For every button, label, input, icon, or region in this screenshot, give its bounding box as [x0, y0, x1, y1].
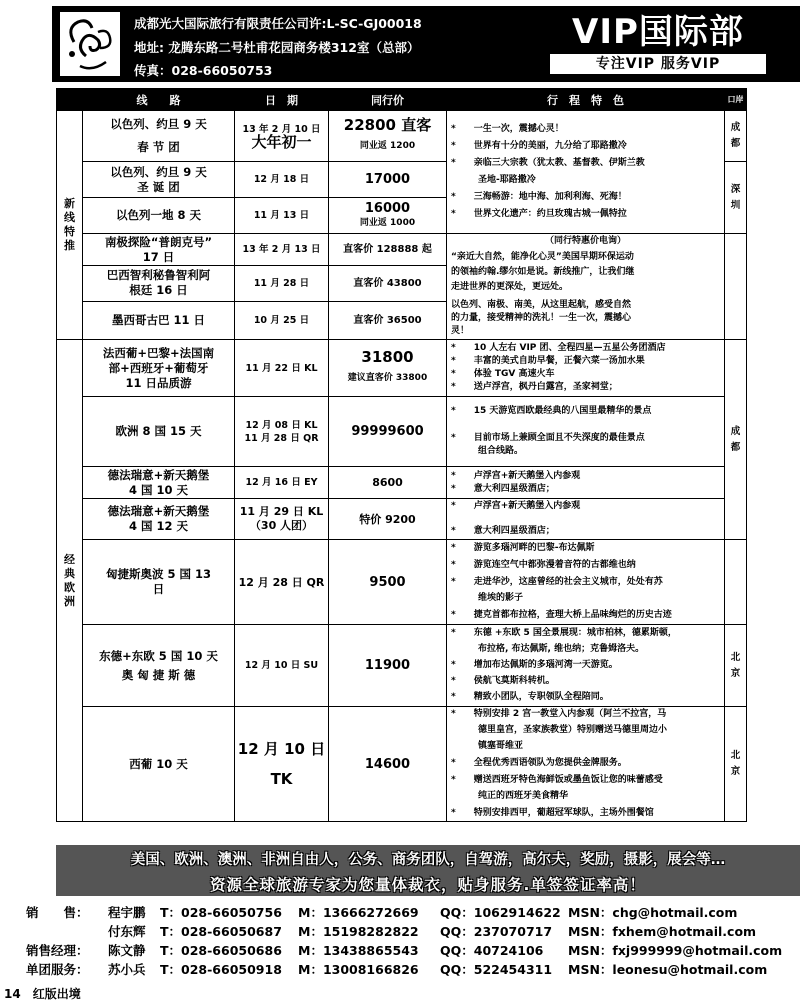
- route-cell: 德法瑞意+新天鹅堡 4 国 12 天: [83, 499, 235, 540]
- header-features: 行 程 特 色: [447, 89, 725, 111]
- company-address: 地址: 龙腾东路二号杜甫花园商务楼312室（总部）: [134, 40, 420, 55]
- price-cell: 99999600: [329, 397, 447, 467]
- route-cell: 欧洲 8 国 15 天: [83, 397, 235, 467]
- contact-tel: T：028-66050686: [160, 943, 282, 958]
- date-cell: 11 月 29 日 KL （30 人团）: [235, 499, 329, 540]
- company-fax: 传真：028-66050753: [134, 63, 273, 78]
- route-cell: 以色列、约旦 9 天 圣 诞 团: [83, 162, 235, 198]
- price-cell: 9500: [329, 540, 447, 625]
- company-logo-icon: [60, 12, 120, 76]
- date-cell: 10 月 25 日: [235, 301, 329, 339]
- price-cell: 17000: [329, 162, 447, 198]
- contact-qq: QQ：1062914622: [440, 905, 561, 920]
- contact-msn[interactable]: MSN：chg@hotmail.com: [568, 905, 738, 920]
- route-cell: 德法瑞意+新天鹅堡 4 国 10 天: [83, 467, 235, 499]
- route-cell: 东德+东欧 5 国 10 天 奥 匈 捷 斯 德: [83, 625, 235, 707]
- section-label-new: 新线特推: [57, 111, 83, 340]
- price-cell: 直客价 43800: [329, 266, 447, 301]
- contact-name: 程宇鹏: [108, 905, 146, 920]
- banner-slogan: 资源全球旅游专家为您量体裁衣，贴身服务.单签签证率高！: [210, 876, 646, 894]
- route-cell: 巴西智利秘鲁智利阿 根廷 16 日: [83, 266, 235, 301]
- header-route: 线 路: [83, 89, 235, 111]
- port-cell: 成 都: [725, 111, 747, 162]
- date-cell: 12 月 10 日 SU: [235, 625, 329, 707]
- table-row: [57, 540, 747, 625]
- contact-mobile: M：15198282822: [298, 924, 419, 939]
- price-cell: 直客价 36500: [329, 301, 447, 339]
- date-cell: 11 月 22 日 KL: [235, 340, 329, 397]
- date-cell: 12 月 08 日 KL 11 月 28 日 QR: [235, 397, 329, 467]
- features-cell: * 卢浮宫+新天鹅堡入内参观 * 意大利四星级酒店；: [447, 499, 725, 540]
- route-cell: 南极探险“普朗克号” 17 日: [83, 234, 235, 266]
- route-cell: 西葡 10 天: [83, 707, 235, 822]
- features-cell: * 15 天游览西欧最经典的八国里最精华的景点 * 目前市场上兼顾全面且不失深度的最佳景点 组合线路。: [447, 397, 725, 467]
- date-cell: 12 月 16 日 EY: [235, 467, 329, 499]
- table-row: [57, 707, 747, 822]
- date-cell: 11 月 13 日: [235, 198, 329, 234]
- contact-mobile: M：13666272669: [298, 905, 419, 920]
- price-cell: 特价 9200: [329, 499, 447, 540]
- table-row: [57, 467, 747, 499]
- contact-name: 陈文静: [108, 943, 146, 958]
- contact-qq: QQ：522454311: [440, 962, 553, 977]
- vip-slogan: 专注VIP 服务VIP: [550, 54, 766, 74]
- date-cell: 12 月 10 日 TK: [235, 707, 329, 822]
- price-cell: 22800 直客 同业返 1200: [329, 111, 447, 162]
- banner-services: 美国、欧洲、澳洲、非洲自由人，公务、商务团队，自驾游，高尔夫，奖励，摄影，展会等…: [130, 852, 726, 868]
- header: [52, 6, 800, 82]
- price-cell: 8600: [329, 467, 447, 499]
- header-cell: [57, 89, 83, 111]
- contact-tel: T：028-66050687: [160, 924, 282, 939]
- route-cell: 以色列、约旦 9 天 春 节 团: [83, 111, 235, 162]
- features-cell: * 游览多瑙河畔的巴黎-布达佩斯 * 游览连空气中都弥漫着音符的古都维也纳 * 走进华沙，这座曾经的社会主义城市，处处有苏 维埃的影子 * 捷克首都布拉格，查理大桥上品味绚烂的历史古迹: [447, 540, 725, 625]
- table-row: [57, 397, 747, 467]
- port-cell: 北 京: [725, 625, 747, 707]
- port-cell: 北 京: [725, 707, 747, 822]
- contact-qq: QQ：237070717: [440, 924, 553, 939]
- contact-role: 销售经理：: [26, 943, 89, 958]
- price-cell: 14600: [329, 707, 447, 822]
- route-cell: 以色列一地 8 天: [83, 198, 235, 234]
- table-header: [57, 89, 747, 111]
- contact-role: 销 售：: [26, 905, 89, 920]
- date-cell: 12 月 18 日: [235, 162, 329, 198]
- header-port: 口岸: [725, 89, 747, 111]
- features-cell: * 东德 +东欧 5 国全景展现：城市柏林，德累斯顿， 布拉格, 布达佩斯, 维也纳；克鲁姆洛夫。 * 增加布达佩斯的多瑙河湾一天游览。 * 侯航飞莫斯科转机。 * 精致小团队，专职领队全程陪同。: [447, 625, 725, 707]
- features-cell: * 特别安排 2 宫一教堂入内参观（阿兰不拉宫，马 德里皇宫，圣家族教堂）特别赠送马德里周边小 镇塞哥维亚 * 全程优秀西语领队为您提供金牌服务。 * 赠送西班牙特色海鲜饭或墨鱼饭让您的味蕾感受 纯正的西班牙美食精华 * 特别安排西甲，葡超冠军球队，主场外围餐馆: [447, 707, 725, 822]
- date-cell: 13 年 2 月 13 日: [235, 234, 329, 266]
- contact-msn[interactable]: MSN：fxj999999@hotmail.com: [568, 943, 783, 958]
- port-cell: [725, 540, 747, 625]
- contact-tel: T：028-66050918: [160, 962, 282, 977]
- features-cell: （同行特惠价电询） “亲近大自然，能净化心灵”美国早期环保运动 的领袖约翰.缪尔如是说。新线推广，让我们继 走进世界的更深处，更远处。 以色列、南极、南美，从这里起航，感受自然 的力量，接受精神的洗礼！一生一次，震撼心 灵！: [447, 234, 725, 340]
- route-cell: 匈捷斯奥波 5 国 13 日: [83, 540, 235, 625]
- section-label-europe: 经典欧洲: [57, 340, 83, 822]
- company-name: 成都光大国际旅行有限责任公司许:L-SC-GJ00018: [134, 16, 422, 31]
- price-cell: 直客价 128888 起: [329, 234, 447, 266]
- contact-name: 付东辉: [108, 924, 146, 939]
- date-cell: 12 月 28 日 QR: [235, 540, 329, 625]
- port-cell: 深 圳: [725, 162, 747, 234]
- table-row: [57, 625, 747, 707]
- date-cell: 13 年 2 月 10 日 大年初一: [235, 111, 329, 162]
- contact-name: 苏小兵: [108, 962, 146, 977]
- price-cell: 31800 建议直客价 33800: [329, 340, 447, 397]
- features-cell: * 10 人左右 VIP 团、全程四星—五星公务团酒店 * 丰富的美式自助早餐，正餐六菜一汤加水果 * 体验 TGV 高速火车 * 送卢浮宫，枫丹白露宫，圣家祠堂；: [447, 340, 725, 397]
- contact-mobile: M：13438865543: [298, 943, 419, 958]
- contact-mobile: M：13008166826: [298, 962, 419, 977]
- contact-tel: T：028-66050756: [160, 905, 282, 920]
- date-cell: 11 月 28 日: [235, 266, 329, 301]
- header-price: 同行价: [329, 89, 447, 111]
- route-cell: 法西葡+巴黎+法国南 部+西班牙+葡萄牙 11 日品质游: [83, 340, 235, 397]
- port-cell: 成 都: [725, 340, 747, 540]
- promo-banner: [56, 845, 800, 896]
- table-row: [57, 499, 747, 540]
- vip-title: VIP国际部: [572, 12, 744, 52]
- itinerary-table: [56, 88, 750, 822]
- page-footer: 14 红版出境: [4, 987, 81, 1001]
- table-row: [57, 111, 747, 162]
- features-cell: * 一生一次，震撼心灵！ * 世界有十分的美丽，九分给了耶路撒冷 * 亲临三大宗教（犹太教、基督教、伊斯兰教 圣地-耶路撒冷 * 三海畅游：地中海、加利利海、死海！ * 世界文化遗产：约旦玫瑰古城一佩特拉: [447, 111, 725, 234]
- price-cell: 16000 同业返 1000: [329, 198, 447, 234]
- contact-role: 单团服务：: [26, 962, 89, 977]
- route-cell: 墨西哥古巴 11 日: [83, 301, 235, 339]
- features-cell: * 卢浮宫+新天鹅堡入内参观 * 意大利四星级酒店；: [447, 467, 725, 499]
- contact-qq: QQ：40724106: [440, 943, 544, 958]
- table-row: [57, 340, 747, 397]
- table-row: [57, 234, 747, 266]
- contact-msn[interactable]: MSN：leonesu@hotmail.com: [568, 962, 768, 977]
- contact-msn[interactable]: MSN：fxhem@hotmail.com: [568, 924, 757, 939]
- price-cell: 11900: [329, 625, 447, 707]
- header-date: 日 期: [235, 89, 329, 111]
- port-cell: [725, 234, 747, 340]
